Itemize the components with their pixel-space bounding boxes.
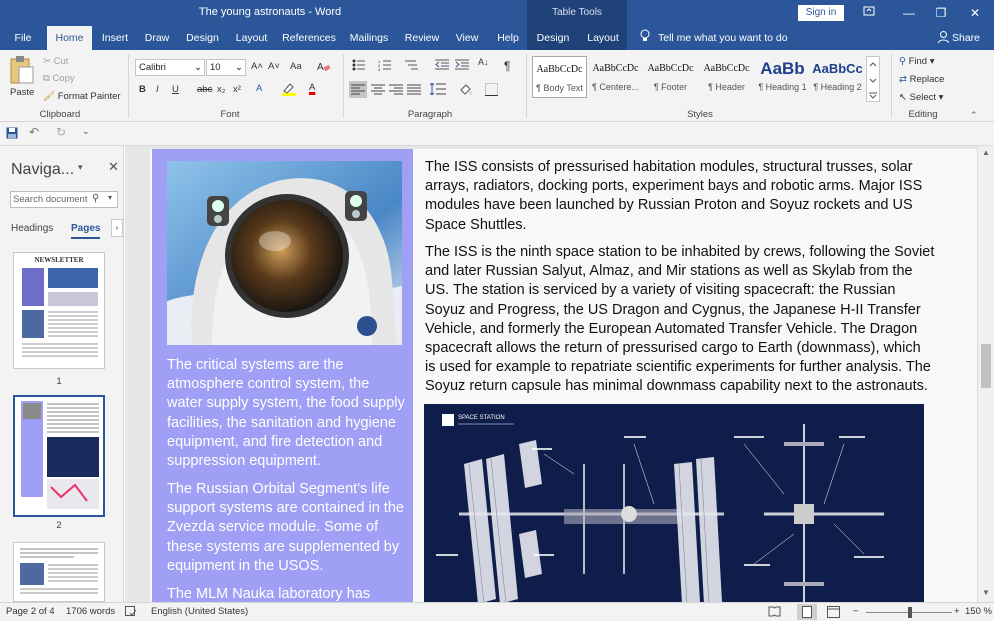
replace-label: Replace bbox=[909, 74, 945, 85]
save-icon[interactable] bbox=[6, 127, 18, 142]
tell-me-search[interactable] bbox=[640, 26, 788, 50]
tab-review[interactable]: Review bbox=[404, 32, 440, 44]
paragraph-group-label: Paragraph bbox=[407, 109, 453, 120]
style-name: ¶ Heading 2 bbox=[813, 82, 862, 92]
search-icon[interactable]: ⚲ bbox=[92, 193, 100, 204]
bullets-icon[interactable] bbox=[352, 59, 370, 74]
font-name-select[interactable] bbox=[135, 59, 205, 76]
styles-scroll[interactable] bbox=[866, 56, 880, 102]
svg-text:A: A bbox=[317, 62, 324, 72]
sign-in-button[interactable]: Sign in bbox=[798, 5, 844, 21]
numbering-icon[interactable] bbox=[378, 59, 396, 74]
tab-table-design[interactable]: Design bbox=[527, 26, 579, 50]
replace-icon: ⇄ bbox=[899, 74, 907, 85]
format-painter-label: Format Painter bbox=[57, 91, 121, 102]
paste-label: Paste bbox=[10, 87, 35, 98]
shrink-font-button[interactable]: A˅ bbox=[268, 61, 280, 72]
tab-home[interactable]: Home bbox=[47, 26, 92, 50]
borders-icon[interactable] bbox=[485, 83, 498, 99]
font-size-value: 10 bbox=[210, 62, 221, 73]
tab-pages[interactable]: Pages bbox=[71, 223, 100, 239]
style-footer[interactable] bbox=[643, 56, 698, 98]
editing-group-label: Editing bbox=[908, 109, 938, 120]
scroll-down-icon[interactable]: ▼ bbox=[982, 588, 990, 597]
cursor-icon: ↖ bbox=[899, 92, 907, 103]
shading-icon[interactable] bbox=[459, 83, 473, 99]
bold-button[interactable]: B bbox=[139, 84, 146, 95]
body-paragraph-1: The ISS consists of pressurised habitation modules, structural trusses, solar arrays, radiators, docking ports, experiment bays and robotic arms. Major ISS modules have been launched by Russian Proton and Soyuz rockets and US Space Shuttles. bbox=[425, 159, 923, 233]
style-name: ¶ Header bbox=[708, 82, 745, 92]
show-formatting-button[interactable]: ¶ bbox=[504, 59, 511, 73]
page-count[interactable]: Page 2 of 4 bbox=[6, 606, 55, 617]
page-thumbnail-2-preview bbox=[15, 397, 103, 515]
paintbrush-icon: 🖌 bbox=[43, 91, 56, 102]
style-header[interactable] bbox=[699, 56, 754, 98]
font-color-button[interactable] bbox=[309, 82, 315, 93]
select-label: Select bbox=[909, 92, 937, 103]
nav-search-input[interactable]: Search document bbox=[10, 191, 118, 208]
font-group-label: Font bbox=[220, 109, 240, 120]
subscript-button[interactable]: x₂ bbox=[217, 84, 226, 95]
lightbulb-icon bbox=[640, 27, 650, 39]
font-size-select[interactable] bbox=[206, 59, 246, 76]
window-title: The young astronauts - Word bbox=[198, 6, 342, 18]
document-canvas bbox=[125, 146, 994, 602]
find-label: Find bbox=[908, 56, 928, 67]
iss-diagram-image[interactable] bbox=[424, 404, 924, 602]
style-sample: AaBbCcDc bbox=[592, 63, 639, 74]
sidebar-paragraph-1: The critical systems are the atmosphere control system, the water supply system, the food supply facilities, the sanitation and hygiene equipment, and fire detection and suppression equipment. bbox=[167, 357, 405, 470]
sort-icon[interactable]: A↓ bbox=[478, 57, 489, 67]
style-sample: AaBbCcDc bbox=[536, 64, 583, 75]
italic-button[interactable]: I bbox=[156, 84, 159, 95]
style-sample: AaBbCcDc bbox=[703, 63, 750, 74]
page-number-2: 2 bbox=[56, 520, 62, 531]
decrease-indent-icon[interactable] bbox=[435, 59, 449, 74]
print-layout-icon[interactable] bbox=[797, 604, 817, 620]
clipboard-icon bbox=[9, 55, 35, 85]
underline-button[interactable]: U bbox=[172, 84, 179, 95]
tab-file[interactable]: File bbox=[14, 32, 32, 44]
divider bbox=[891, 54, 892, 118]
web-layout-icon[interactable] bbox=[827, 606, 840, 621]
zoom-slider-thumb[interactable] bbox=[908, 607, 912, 618]
style-heading-1[interactable] bbox=[755, 56, 810, 98]
style-name: ¶ Centere... bbox=[592, 82, 639, 92]
paste-button[interactable] bbox=[8, 55, 36, 103]
align-left-icon[interactable] bbox=[349, 81, 367, 98]
style-heading-2[interactable] bbox=[810, 56, 865, 98]
astronaut-photo bbox=[167, 161, 402, 345]
ribbon-tab-bar bbox=[0, 26, 994, 50]
page-thumbnail-3[interactable] bbox=[13, 542, 105, 602]
close-icon[interactable]: ✕ bbox=[108, 159, 119, 174]
table-tools-label: Table Tools bbox=[527, 0, 627, 50]
center-align-icon[interactable] bbox=[371, 84, 385, 98]
tab-headings[interactable]: Headings bbox=[11, 223, 54, 234]
vertical-scrollbar[interactable] bbox=[977, 146, 994, 602]
tab-view[interactable]: View bbox=[455, 32, 479, 44]
nav-options-icon[interactable]: ▾ bbox=[78, 162, 83, 172]
thumb-heading: NEWSLETTER bbox=[34, 256, 84, 264]
tab-help[interactable]: Help bbox=[497, 32, 519, 44]
change-case-button[interactable]: Aa bbox=[290, 61, 302, 72]
quick-access-toolbar bbox=[0, 122, 994, 146]
select-button[interactable]: ↖ Select ▾ bbox=[899, 92, 944, 103]
tab-references[interactable]: References bbox=[282, 32, 336, 44]
copy-label: Copy bbox=[52, 73, 75, 84]
style-name: ¶ Body Text bbox=[536, 83, 583, 93]
page-thumbnail-3-preview bbox=[14, 543, 104, 602]
share-label: Share bbox=[952, 32, 981, 44]
svg-text:1: 1 bbox=[378, 59, 381, 64]
sidebar-text-box[interactable] bbox=[152, 149, 413, 602]
ribbon-display-options-icon[interactable] bbox=[856, 4, 882, 22]
minimize-button[interactable]: — bbox=[903, 6, 915, 20]
tab-table-layout[interactable]: Layout bbox=[579, 26, 627, 50]
clear-formatting-icon[interactable] bbox=[317, 60, 331, 75]
zoom-out-button[interactable]: − bbox=[853, 606, 859, 617]
line-spacing-icon[interactable] bbox=[430, 83, 446, 98]
redo-icon[interactable]: ↻ bbox=[56, 125, 67, 139]
zoom-level[interactable]: 150 % bbox=[965, 606, 992, 617]
svg-text:3: 3 bbox=[378, 67, 381, 71]
zoom-in-button[interactable]: + bbox=[954, 606, 960, 617]
divider bbox=[128, 54, 129, 118]
divider bbox=[526, 54, 527, 118]
tab-design[interactable]: Design bbox=[186, 32, 219, 44]
tab-insert[interactable]: Insert bbox=[101, 32, 129, 44]
chevron-down-icon: ⌄ bbox=[194, 62, 202, 73]
page-thumbnail-1-preview bbox=[14, 264, 104, 364]
tab-mailings[interactable]: Mailings bbox=[349, 32, 389, 44]
align-right-icon[interactable] bbox=[389, 84, 403, 98]
font-color-label: A bbox=[309, 82, 316, 93]
tab-layout[interactable]: Layout bbox=[235, 32, 268, 44]
restore-button[interactable]: ❐ bbox=[935, 6, 947, 20]
multilevel-list-icon[interactable] bbox=[404, 59, 422, 74]
undo-icon[interactable]: ↶ bbox=[29, 125, 40, 139]
share-button[interactable] bbox=[938, 26, 980, 50]
svg-text:2: 2 bbox=[378, 63, 381, 68]
title-bar bbox=[0, 0, 994, 26]
highlight-icon[interactable] bbox=[281, 82, 297, 99]
zoom-slider[interactable] bbox=[866, 612, 952, 613]
scroll-up-icon[interactable]: ▲ bbox=[982, 148, 990, 157]
strikethrough-button[interactable]: abc bbox=[197, 84, 213, 95]
style-name: ¶ Heading 1 bbox=[758, 82, 807, 92]
word-count[interactable]: 1706 words bbox=[66, 606, 116, 617]
replace-button[interactable] bbox=[899, 74, 944, 85]
navigation-pane bbox=[0, 146, 124, 602]
ribbon bbox=[0, 50, 994, 122]
sidebar-paragraph-3: The MLM Nauka laboratory has bbox=[167, 586, 371, 602]
scrollbar-thumb[interactable] bbox=[981, 344, 991, 388]
cut-button[interactable] bbox=[43, 56, 68, 67]
increase-indent-icon[interactable] bbox=[455, 59, 469, 74]
style-sample: AaBb bbox=[760, 59, 805, 78]
divider bbox=[343, 54, 344, 118]
style-name: ¶ Footer bbox=[653, 82, 688, 92]
justify-icon[interactable] bbox=[407, 84, 421, 98]
proofing-icon[interactable] bbox=[125, 606, 137, 620]
customize-qat-icon[interactable]: ⌄ bbox=[82, 126, 90, 136]
page-number-1: 1 bbox=[56, 376, 62, 387]
chevron-down-icon[interactable]: ▾ bbox=[108, 193, 113, 202]
read-mode-icon[interactable] bbox=[768, 606, 781, 620]
style-sample: AaBbCc bbox=[812, 61, 863, 76]
font-name-value: Calibri bbox=[139, 62, 166, 73]
tell-me-text: Tell me what you want to do bbox=[658, 32, 788, 44]
tab-draw[interactable]: Draw bbox=[144, 32, 170, 44]
page-thumbnail-1[interactable] bbox=[13, 252, 105, 369]
clipboard-group-label: Clipboard bbox=[39, 109, 81, 120]
page-thumbnail-2[interactable] bbox=[13, 395, 105, 517]
iss-logo-text: SPACE STATION bbox=[458, 415, 505, 421]
language-indicator[interactable]: English (United States) bbox=[151, 606, 249, 617]
sidebar-paragraph-2: The Russian Orbital Segment's life support systems are contained in the Zvezda service module. Some of these systems are supplemented by equipment in the USOS. bbox=[167, 481, 404, 574]
styles-group-label: Styles bbox=[687, 109, 713, 120]
search-icon: ⚲ bbox=[899, 56, 906, 67]
scissors-icon: ✂ bbox=[43, 56, 51, 67]
chevron-down-icon: ⌄ bbox=[235, 62, 243, 73]
superscript-button[interactable]: x² bbox=[233, 84, 241, 95]
nav-pane-title: Naviga... bbox=[11, 161, 75, 178]
copy-icon: ⧉ bbox=[43, 73, 50, 84]
grow-font-button[interactable]: A˄ bbox=[251, 61, 263, 72]
style-centered[interactable] bbox=[588, 56, 643, 98]
style-body-text[interactable] bbox=[532, 56, 587, 98]
text-effects-button[interactable]: A bbox=[256, 83, 263, 94]
cut-label: Cut bbox=[53, 56, 69, 67]
document-page[interactable] bbox=[150, 149, 977, 602]
status-bar bbox=[0, 602, 994, 621]
format-painter-button[interactable] bbox=[43, 91, 121, 102]
collapse-ribbon-icon[interactable]: ⌃ bbox=[970, 110, 978, 120]
find-button[interactable]: ⚲ Find ▾ bbox=[899, 56, 935, 67]
close-button[interactable]: ✕ bbox=[969, 6, 981, 20]
copy-button[interactable] bbox=[43, 73, 75, 84]
body-paragraph-2: The ISS is the ninth space station to be inhabited by crews, following the Soviet and later Russian Salyut, Almaz, and Mir stations as well as Skylab from the US. The station is serviced by a variety of visiting spacecraft: the Russian Soyuz and Progress, the US Dragon and Cygnus, the Japanese H-II Transfer Vehicle, and formerly the European Automated Transfer Vehicle. The Dragon spacecraft allows the return of pressurised cargo to Earth (downmass), which is used for example to repatriate scientific experiments for further analysis. The Soyuz return capsule has minimal downmass capability next to the astronauts. bbox=[425, 244, 935, 395]
style-sample: AaBbCcDc bbox=[647, 63, 694, 74]
nav-scroll-right-icon[interactable]: › bbox=[111, 219, 123, 237]
person-icon bbox=[938, 28, 949, 52]
